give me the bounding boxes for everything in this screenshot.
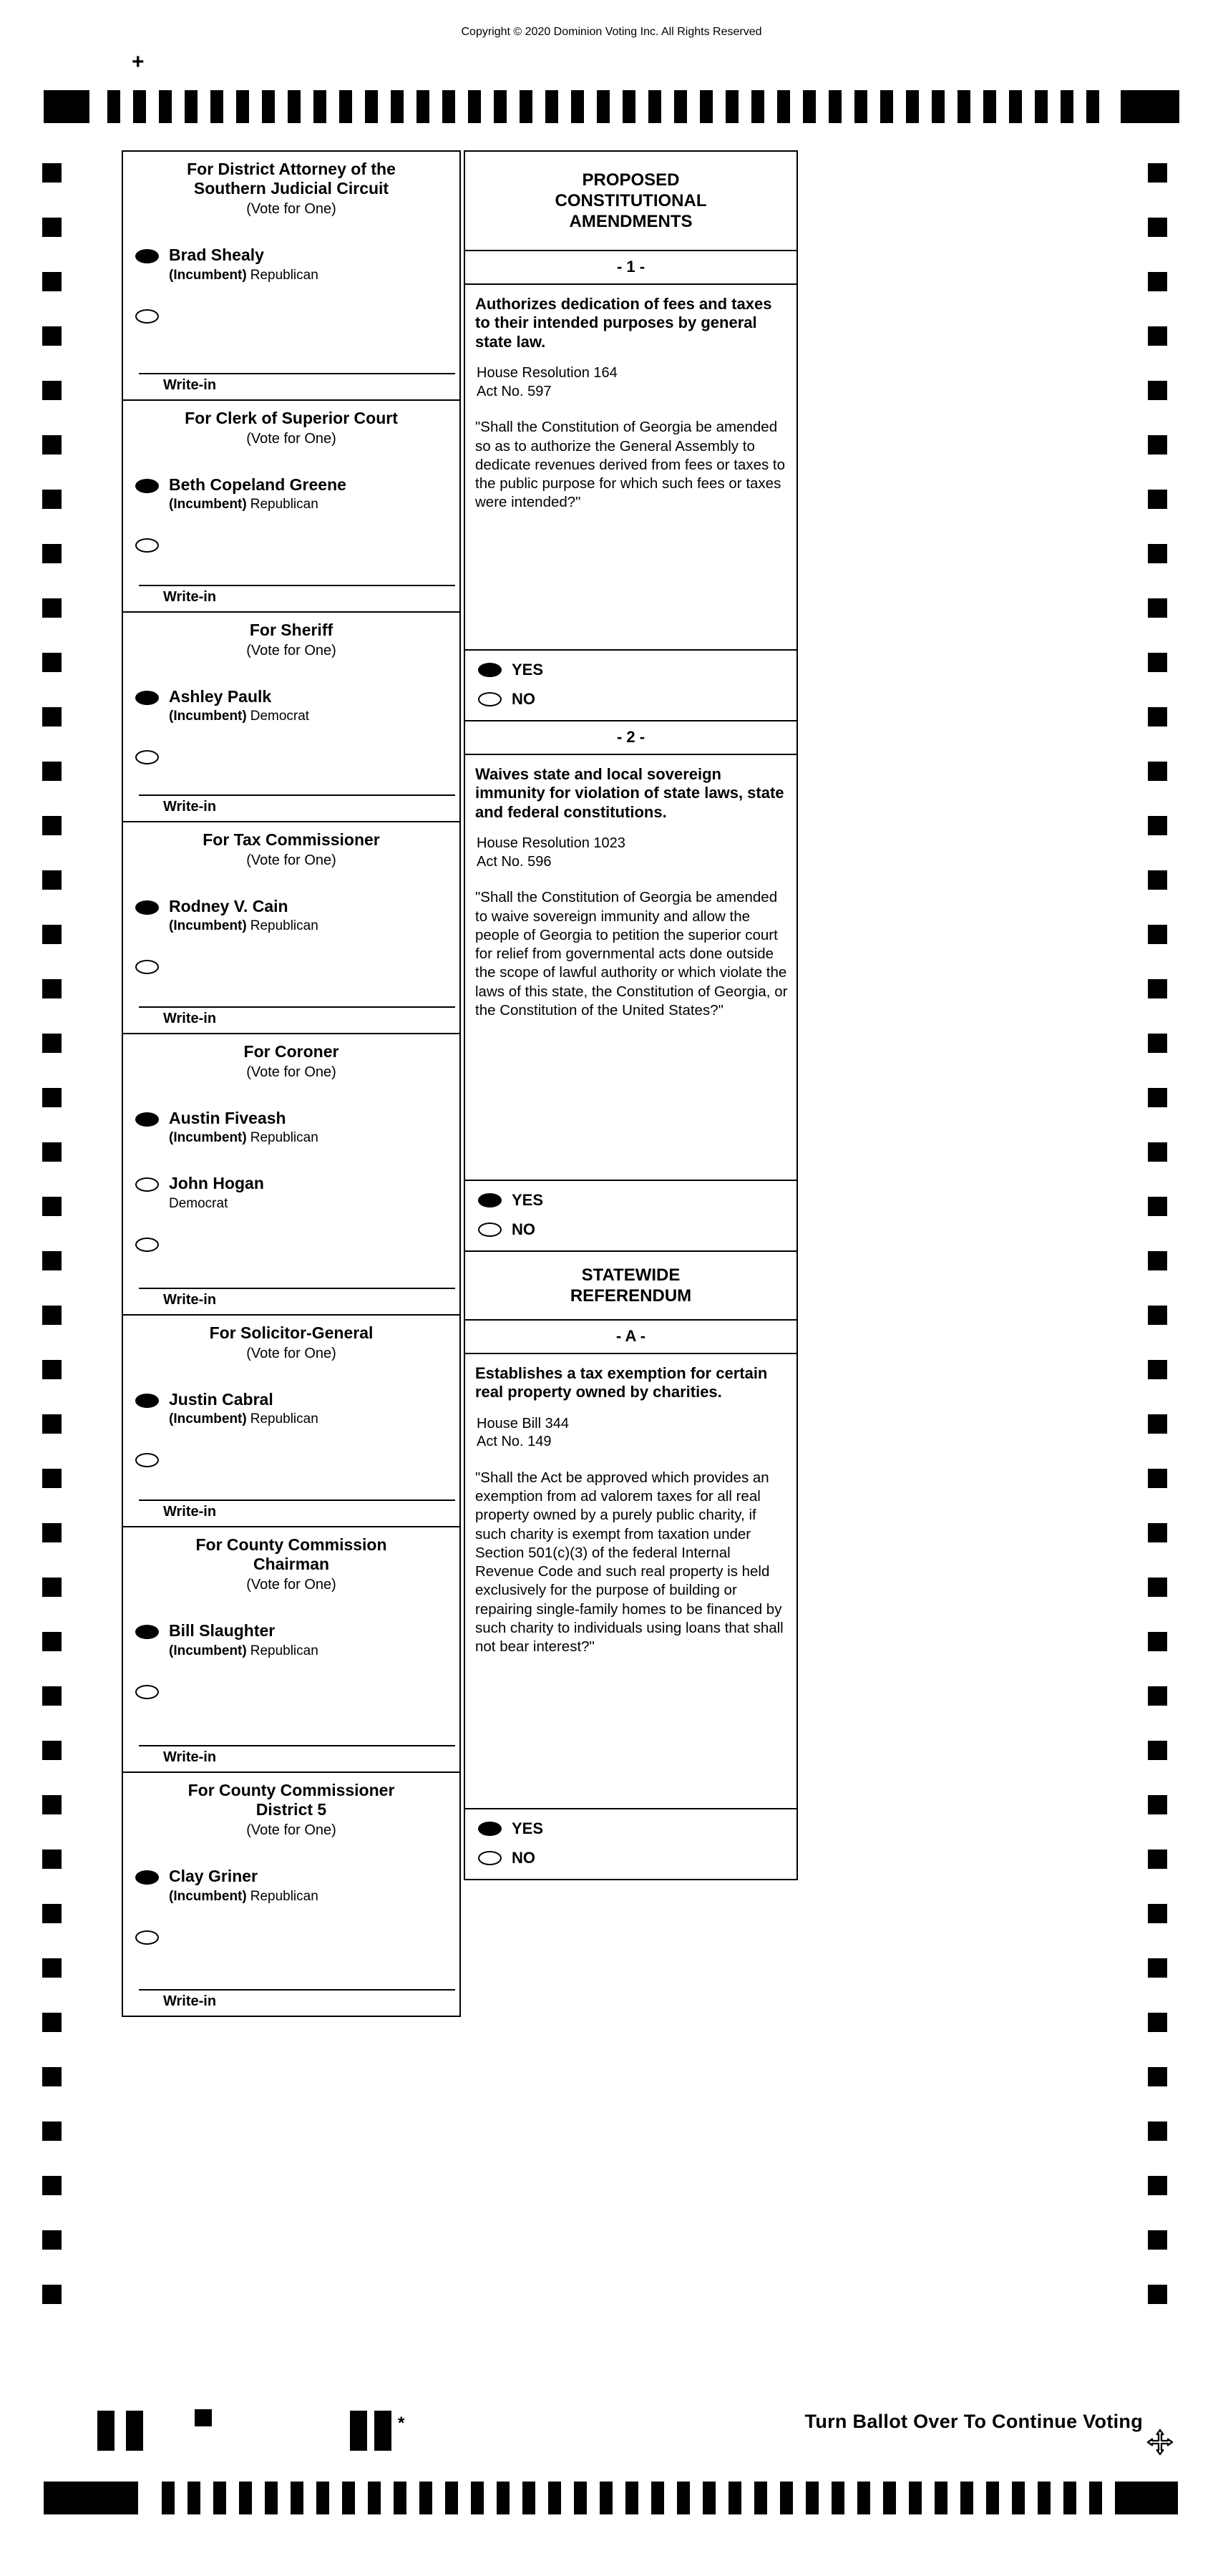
contest-instruction: (Vote for One): [246, 1577, 336, 1593]
candidate-row: [123, 1867, 459, 1904]
yes-bubble-filled[interactable]: [478, 1193, 502, 1207]
candidate-name: Brad Shealy: [169, 246, 264, 265]
contest-instruction: (Vote for One): [246, 1346, 336, 1362]
candidate-row-empty: [123, 957, 459, 974]
timing-block: [1115, 2482, 1178, 2514]
write-in-line[interactable]: [139, 1288, 455, 1289]
write-in-line[interactable]: [139, 1500, 455, 1501]
measure-summary: Waives state and local sovereign immunity for violation of state laws, state and federal constitutions.: [475, 765, 784, 821]
vote-bubble-filled[interactable]: [135, 1394, 159, 1408]
candidate-row-empty: [123, 1682, 459, 1699]
vote-bubble-filled[interactable]: [135, 900, 159, 915]
measure-options: [465, 1808, 796, 1879]
copyright-notice: Copyright © 2020 Dominion Voting Inc. All Rights Reserved: [461, 26, 762, 38]
contest-title: For County Commissioner District 5: [187, 1781, 395, 1819]
timing-block: [44, 90, 89, 123]
candidate-row: [123, 1391, 459, 1427]
no-bubble-empty[interactable]: [478, 692, 502, 706]
amendment-2: [464, 720, 798, 1252]
option-yes: YES: [478, 661, 796, 679]
vote-bubble-filled[interactable]: [135, 249, 159, 263]
write-in-label: Write-in: [163, 1292, 217, 1308]
timing-bars: [107, 90, 1109, 123]
contest-instruction: (Vote for One): [246, 1822, 336, 1839]
vote-bubble-filled[interactable]: [135, 1625, 159, 1639]
candidate-row: [123, 688, 459, 724]
write-in-label: Write-in: [163, 589, 217, 605]
measure-options: [465, 649, 796, 720]
contest-county-commission-chairman: [122, 1526, 461, 1773]
option-no: NO: [478, 690, 796, 709]
contest-title: For County Commission Chairman: [195, 1535, 387, 1574]
option-no: NO: [478, 1849, 796, 1867]
write-in-label: Write-in: [163, 377, 217, 393]
contest-title: For Coroner: [243, 1042, 339, 1061]
option-no: NO: [478, 1220, 796, 1239]
candidate-row: [123, 1622, 459, 1658]
candidate-row-empty: [123, 1928, 459, 1945]
measure-reference: House Bill 344 Act No. 149: [477, 1415, 569, 1450]
candidate-party: Democrat: [169, 1195, 228, 1211]
candidate-party: (Incumbent) Democrat: [169, 709, 310, 724]
vote-bubble-empty[interactable]: [135, 1453, 159, 1467]
write-in-area: [123, 1269, 459, 1314]
vote-bubble-empty[interactable]: [135, 1238, 159, 1252]
yes-bubble-filled[interactable]: [478, 663, 502, 677]
timing-bars: [162, 2482, 1108, 2514]
timing-marks-left: [42, 163, 62, 2304]
contest-county-commissioner-district-5: [122, 1771, 461, 2017]
measure-number: - 1 -: [465, 251, 796, 285]
candidate-row: [123, 1109, 459, 1146]
candidate-name: Austin Fiveash: [169, 1109, 286, 1128]
measure-summary: Establishes a tax exemption for certain real property owned by charities.: [475, 1364, 768, 1401]
vote-bubble-filled[interactable]: [135, 479, 159, 493]
candidate-row-empty: [123, 747, 459, 764]
contest-instruction: (Vote for One): [246, 852, 336, 869]
measure-question: "Shall the Act be approved which provides an exemption from ad valorem taxes for all real property owned by a purely public charity, if such charity is exempt from taxation under Section 501(c)(3) of the federal Internal Revenue Code and such real property is held exclusively for the purpose of building or repairing single-family homes to be financed by such charity to individuals using loans that shall not bear interest?": [475, 1469, 784, 1656]
write-in-label: Write-in: [163, 1749, 217, 1765]
candidate-party: (Incumbent) Republican: [169, 1130, 318, 1146]
turn-ballot-over-note: Turn Ballot Over To Continue Voting: [804, 2411, 1143, 2432]
contest-district-attorney: [122, 150, 461, 401]
candidate-party: (Incumbent) Republican: [169, 1643, 318, 1658]
write-in-area: [123, 776, 459, 821]
option-yes: YES: [478, 1191, 796, 1210]
contest-tax-commissioner: [122, 821, 461, 1034]
candidate-name: Rodney V. Cain: [169, 897, 288, 916]
candidate-party: (Incumbent) Republican: [169, 1411, 318, 1427]
contest-instruction: (Vote for One): [246, 1064, 336, 1081]
candidate-row-empty: [123, 1235, 459, 1252]
vote-bubble-filled[interactable]: [135, 1112, 159, 1127]
four-arrows-icon: [1146, 2428, 1174, 2456]
measure-question: "Shall the Constitution of Georgia be amended to waive sovereign immunity and allow the people of Georgia to petition the superior court for relief from governmental acts done outside the scope of lawful authority or which violate the laws of this state, the Constitution of Georgia, or the Constitution of the United States?": [475, 889, 788, 1019]
section-heading: STATEWIDE REFERENDUM: [570, 1265, 692, 1306]
vote-bubble-empty[interactable]: [135, 1930, 159, 1945]
referendum-a: [464, 1319, 798, 1880]
measure-summary: Authorizes dedication of fees and taxes to their intended purposes by general state law.: [475, 295, 772, 351]
contest-clerk-of-superior-court: [122, 399, 461, 613]
contest-instruction: (Vote for One): [246, 201, 336, 218]
contest-sheriff: [122, 611, 461, 822]
section-heading: PROPOSED CONSTITUTIONAL AMENDMENTS: [555, 170, 707, 232]
write-in-label: Write-in: [163, 1504, 217, 1520]
candidate-party: (Incumbent) Republican: [169, 1888, 318, 1904]
contest-title: For Sheriff: [249, 621, 333, 639]
candidate-row-empty: [123, 535, 459, 553]
candidate-name: John Hogan: [169, 1174, 264, 1193]
candidate-name: Ashley Paulk: [169, 687, 272, 706]
write-in-label: Write-in: [163, 799, 217, 815]
write-in-area: [123, 1970, 459, 2016]
candidate-row-empty: [123, 1450, 459, 1467]
option-yes: YES: [478, 1819, 796, 1838]
write-in-area: [123, 1726, 459, 1771]
candidate-row-empty: [123, 306, 459, 324]
write-in-line[interactable]: [139, 373, 455, 374]
measure-reference: House Resolution 164 Act No. 597: [477, 365, 618, 399]
candidate-party: (Incumbent) Republican: [169, 497, 318, 512]
vote-bubble-empty[interactable]: [135, 750, 159, 764]
contest-title: For Solicitor-General: [209, 1323, 374, 1342]
no-bubble-empty[interactable]: [478, 1851, 502, 1865]
amendments-header: [464, 150, 798, 251]
measure-reference: House Resolution 1023 Act No. 596: [477, 835, 625, 870]
contest-title: For Clerk of Superior Court: [185, 409, 398, 427]
write-in-area: [123, 566, 459, 611]
contests-column: [122, 150, 461, 2017]
vote-bubble-empty[interactable]: [135, 1177, 159, 1192]
write-in-line[interactable]: [139, 1006, 455, 1008]
amendment-1: [464, 250, 798, 721]
write-in-area: [123, 354, 459, 399]
write-in-line[interactable]: [139, 585, 455, 586]
contest-instruction: (Vote for One): [246, 431, 336, 447]
candidate-party: (Incumbent) Republican: [169, 267, 318, 283]
contest-solicitor-general: [122, 1314, 461, 1527]
write-in-area: [123, 1481, 459, 1526]
timing-block: [1121, 90, 1179, 123]
candidate-party: (Incumbent) Republican: [169, 918, 318, 934]
no-bubble-empty[interactable]: [478, 1223, 502, 1237]
measures-column: [464, 150, 798, 1880]
write-in-line[interactable]: [139, 794, 455, 796]
measure-number: - A -: [465, 1321, 796, 1354]
contest-title: For District Attorney of the Southern Judicial Circuit: [187, 160, 396, 198]
candidate-row: [123, 246, 459, 283]
contest-coroner: [122, 1033, 461, 1316]
vote-bubble-empty[interactable]: [135, 538, 159, 553]
write-in-label: Write-in: [163, 1011, 217, 1026]
measure-options: [465, 1180, 796, 1250]
candidate-row: [123, 1175, 459, 1211]
candidate-name: Justin Cabral: [169, 1390, 273, 1409]
registration-plus-mark: +: [132, 50, 145, 74]
vote-bubble-filled[interactable]: [135, 691, 159, 705]
contest-instruction: (Vote for One): [246, 643, 336, 659]
referendum-header: [464, 1250, 798, 1321]
timing-marks-right: [1148, 163, 1167, 2304]
measure-question: "Shall the Constitution of Georgia be amended so as to authorize the General Assembly to dedicate revenues derived from fees or taxes to the public purpose for which such fees or taxes were intended?": [475, 419, 786, 511]
candidate-name: Clay Griner: [169, 1867, 258, 1886]
vote-bubble-empty[interactable]: [135, 1685, 159, 1699]
candidate-row: [123, 476, 459, 512]
timing-marks-bottom: [0, 2482, 1223, 2514]
vote-bubble-empty[interactable]: [135, 960, 159, 974]
write-in-line[interactable]: [139, 1745, 455, 1746]
asterisk-mark: *: [398, 2414, 405, 2433]
contest-title: For Tax Commissioner: [203, 830, 380, 849]
yes-bubble-filled[interactable]: [478, 1822, 502, 1836]
vote-bubble-empty[interactable]: [135, 309, 159, 324]
write-in-label: Write-in: [163, 1993, 217, 2009]
candidate-row: [123, 898, 459, 934]
write-in-line[interactable]: [139, 1989, 455, 1991]
timing-marks-top: [0, 90, 1223, 123]
measure-number: - 2 -: [465, 721, 796, 755]
candidate-name: Beth Copeland Greene: [169, 475, 346, 495]
candidate-name: Bill Slaughter: [169, 1621, 276, 1641]
vote-bubble-filled[interactable]: [135, 1870, 159, 1885]
timing-block: [44, 2482, 138, 2514]
write-in-area: [123, 988, 459, 1033]
